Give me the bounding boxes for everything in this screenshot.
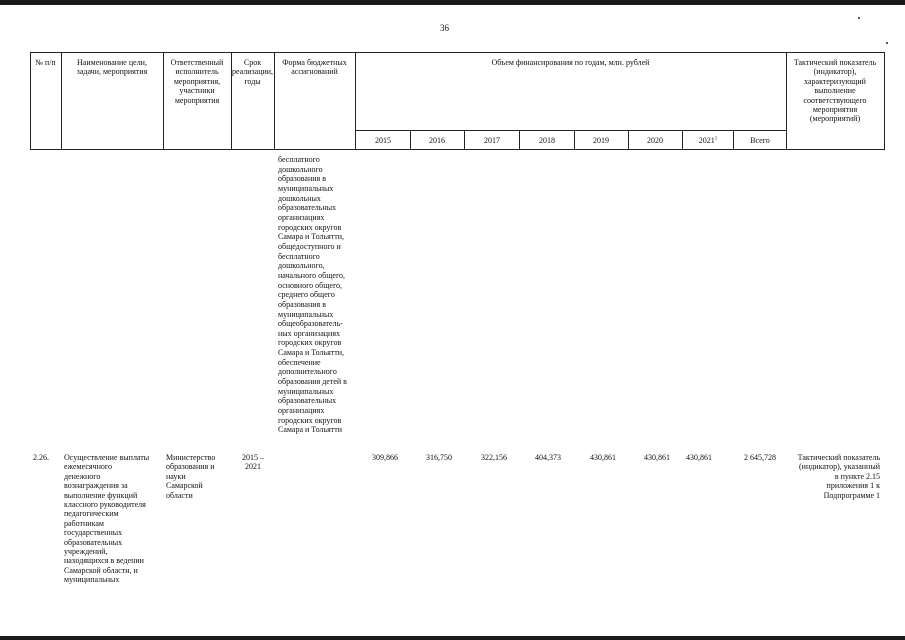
table-top-border <box>30 52 884 53</box>
header-col-form: Форма бюджетных ассигнований <box>282 58 347 77</box>
header-year-2016: 2016 <box>429 136 445 145</box>
row-value-2019: 430,861 <box>590 453 616 462</box>
header-year-2018: 2018 <box>539 136 555 145</box>
header-col-number: № п/п <box>35 58 56 67</box>
footnote-marker: 1 <box>714 136 718 142</box>
header-col-financing: Объем финансирования по годам, млн. рублей <box>491 58 650 67</box>
header-year-2019: 2019 <box>593 136 609 145</box>
row-value-total: 2 645,728 <box>744 453 776 462</box>
header-year-2015: 2015 <box>375 136 391 145</box>
row-event-name: Осуществление выплаты ежемесячного денежного вознаграждения за выполнение функций классного руководителя педагогическим работникам государственных образовательных учреждений, находящихся в ведении Самарской области, и муниципальных <box>64 453 150 585</box>
row-value-2021: 430,861 <box>686 453 712 462</box>
header-col-indicator: Тактический показатель (индикатор), характеризующий выполнение соответствующего мероприятия (мероприятий) <box>793 58 877 124</box>
header-col-responsible: Ответственный исполнитель мероприятия, участники мероприятия <box>170 58 224 105</box>
row-value-2018: 404,373 <box>535 453 561 462</box>
header-year-2017: 2017 <box>484 136 500 145</box>
header-bottom-border <box>30 149 884 150</box>
bottom-scan-border <box>0 636 905 640</box>
row-indicator: Тактический показатель (индикатор), указанный в пункте 2.15 приложения 1 к Подпрограмме 1 <box>797 453 880 500</box>
row-term: 2015 – 2021 <box>242 453 264 472</box>
page-number: 36 <box>440 23 449 33</box>
header-col-name: Наименование цели, задачи, мероприятия <box>76 58 148 77</box>
header-year-2021 <box>681 136 735 145</box>
header-col-total: Всего <box>750 136 770 145</box>
header-year-2020: 2020 <box>647 136 663 145</box>
year-row-divider <box>355 130 786 131</box>
row-value-2015: 309,866 <box>372 453 398 462</box>
row-value-2016: 316,750 <box>426 453 452 462</box>
row-value-2020: 430,861 <box>644 453 670 462</box>
scan-speck <box>886 42 888 44</box>
row-number: 2.26. <box>33 453 49 462</box>
row-value-2017: 322,156 <box>481 453 507 462</box>
header-col-term: Срок реализации, годы <box>231 58 274 86</box>
continuation-form-text: бесплатного дошкольного образования в муниципальных дошкольных образовательных организациях городских округов Самара и Тольятти, общедоступного и бесплатного дошкольного, начального общего, основного общего, среднего общего образования в муниципальных общеобразователь- ных организациях городских округов Самара и Тольятти, обеспечение дополнительного образования детей в муниципальных образовательных организациях городских округов Самара и Тольятти <box>278 155 347 435</box>
top-scan-border <box>0 0 905 5</box>
scan-speck <box>858 17 860 19</box>
row-responsible: Министерство образования и науки Самарской области <box>166 453 216 500</box>
header-year-2021-label: 2021 <box>698 136 715 145</box>
col-border <box>884 52 885 150</box>
